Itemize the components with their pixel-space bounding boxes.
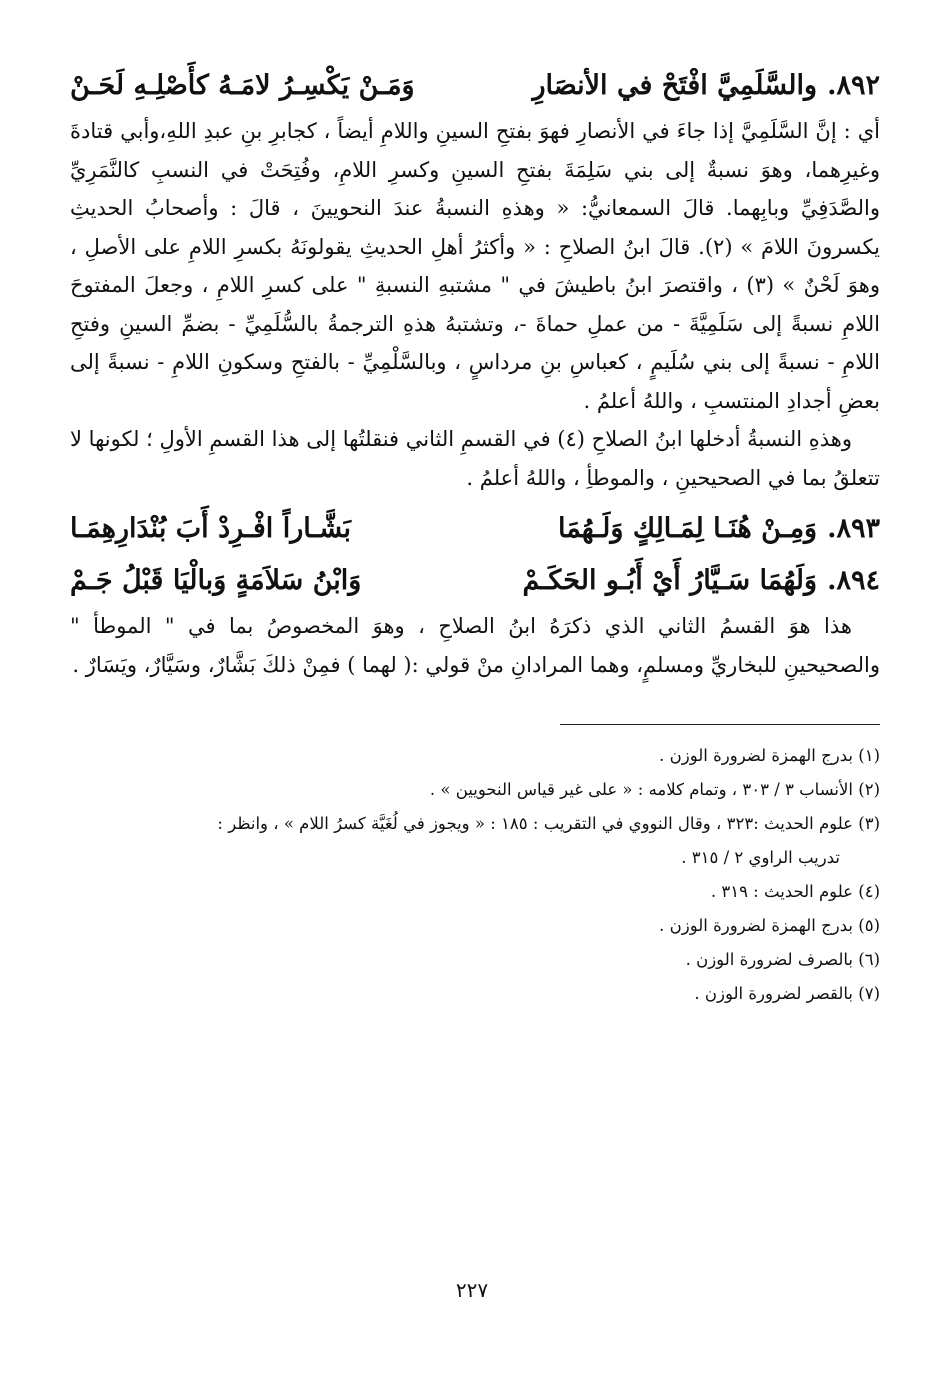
- commentary-paragraph: هذا هوَ القسمُ الثاني الذي ذكرَهُ ابنُ الصلاحِ ، وهوَ المخصوصُ بما في " الموطأ " والصحيحينِ للبخاريِّ ومسلمٍ، وهما المرادانِ منْ قولي :( لهما ) فمِنْ ذلكَ بَشَّارٌ، وسَيَّارٌ، ويَسَارٌ .: [70, 614, 880, 677]
- verse-hemistich-second: وَابْنُ سَلاَمَةٍ وَبالْيَا قَبْلُ جَـمْ: [69, 565, 362, 596]
- verse-892: [70, 60, 880, 112]
- page-body: [70, 60, 880, 1340]
- verse-hemistich-first: والسَّلَمِيَّ افْتَحْ في الأنصَارِ: [532, 70, 818, 101]
- verse-hemistich-second: بَشَّـاراً افْـرِدْ أَبَ بُنْدَارِهِمَـا: [69, 513, 351, 544]
- verse-893: [70, 503, 880, 555]
- verse-number: ٨٩٤.: [827, 565, 880, 596]
- footnote: (٦) بالصرف لضرورة الوزن .: [685, 950, 880, 969]
- verse-hemistich-first: وَلَهُمَا سَـيَّارُ أَيْ أَبُـو الحَكَـمْ: [522, 565, 818, 596]
- page-number: ٢٢٧: [455, 1278, 489, 1302]
- verse-hemistich-second: وَمَـنْ يَكْسِـرُ لامَـهُ كأَصْلِـهِ لَحَـنْ: [69, 70, 415, 101]
- commentary-paragraph: أي : إنَّ السَّلَمِيَّ إذا جاءَ في الأنصارِ فهوَ بفتحِ السينِ واللامِ أيضاً ، كجابرِ بنِ عبدِ اللهِ،وأبي قتادةَ وغيرِهما، وهوَ نسبةٌ إلى بني سَلِمَةَ بفتحِ السينِ وكسرِ اللامِ، وفُتِحَتْ في النسبِ كالنَّمَرِيِّ والصَّدَفِيِّ وبابِهما. قالَ السمعانيُّ: « وهذهِ النسبةُ عندَ النحويينَ ، قالَ : وأصحابُ الحديثِ يكسرونَ اللامَ » (٢). قالَ ابنُ الصلاحِ : « وأكثرُ أهلِ الحديثِ يقولونَهُ بكسرِ اللامِ على الأصلِ ، وهوَ لَحْنٌ » (٣) ، واقتصرَ ابنُ باطيشَ في " مشتبهِ النسبةِ " على كسرِ اللامِ ، وجعلَ المفتوحَ اللامِ نسبةً إلى سَلَمِيَّةَ - من عملِ حماةَ -، وتشتبهُ هذهِ الترجمةُ بالسُّلَمِيِّ - بضمِّ السينِ وفتحِ اللامِ - نسبةً إلى بني سُلَيمٍ ، كعباسِ بنِ مرداسٍ ، وبالسَّلْمِيِّ - بالفتحِ وسكونِ اللامِ - نسبةً إلى بعضِ أجدادِ المنتسبِ ، واللهُ أعلمُ .: [70, 119, 880, 413]
- verse-number: ٨٩٢.: [827, 70, 880, 101]
- verse-hemistich-first: وَمِـنْ هُنَـا لِمَـالِكٍ وَلَـهُمَا: [557, 513, 818, 544]
- footnote: (٥) بدرج الهمزة لضرورة الوزن .: [659, 916, 880, 935]
- footnote: (٢) الأنساب ٣ / ٣٠٣ ، وتمام كلامه : « على غير قياس النحويين » .: [429, 780, 880, 799]
- footnote: (٣) علوم الحديث :٣٢٣ ، وقال النووي في التقريب : ١٨٥ : « ويجوز في لُغَيَّة كسرُ اللام » ، وانظر :: [217, 814, 880, 833]
- verse-number: ٨٩٣.: [827, 513, 880, 544]
- footnote: (٧) بالقصر لضرورة الوزن .: [694, 984, 880, 1003]
- footnote-continuation: تدريب الراوي ٢ / ٣١٥ .: [681, 848, 840, 867]
- verse-894: [70, 555, 880, 607]
- footnote: (٤) علوم الحديث : ٣١٩ .: [710, 882, 880, 901]
- commentary-paragraph: وهذهِ النسبةُ أدخلها ابنُ الصلاحِ (٤) في القسمِ الثاني فنقلتُها إلى هذا القسمِ الأولِ ؛ لكونها لا تتعلقُ بما في الصحيحينِ ، والموطأِ ، واللهُ أعلمُ .: [70, 427, 880, 490]
- footnote-divider: [560, 724, 880, 725]
- footnote: (١) بدرج الهمزة لضرورة الوزن .: [659, 746, 880, 765]
